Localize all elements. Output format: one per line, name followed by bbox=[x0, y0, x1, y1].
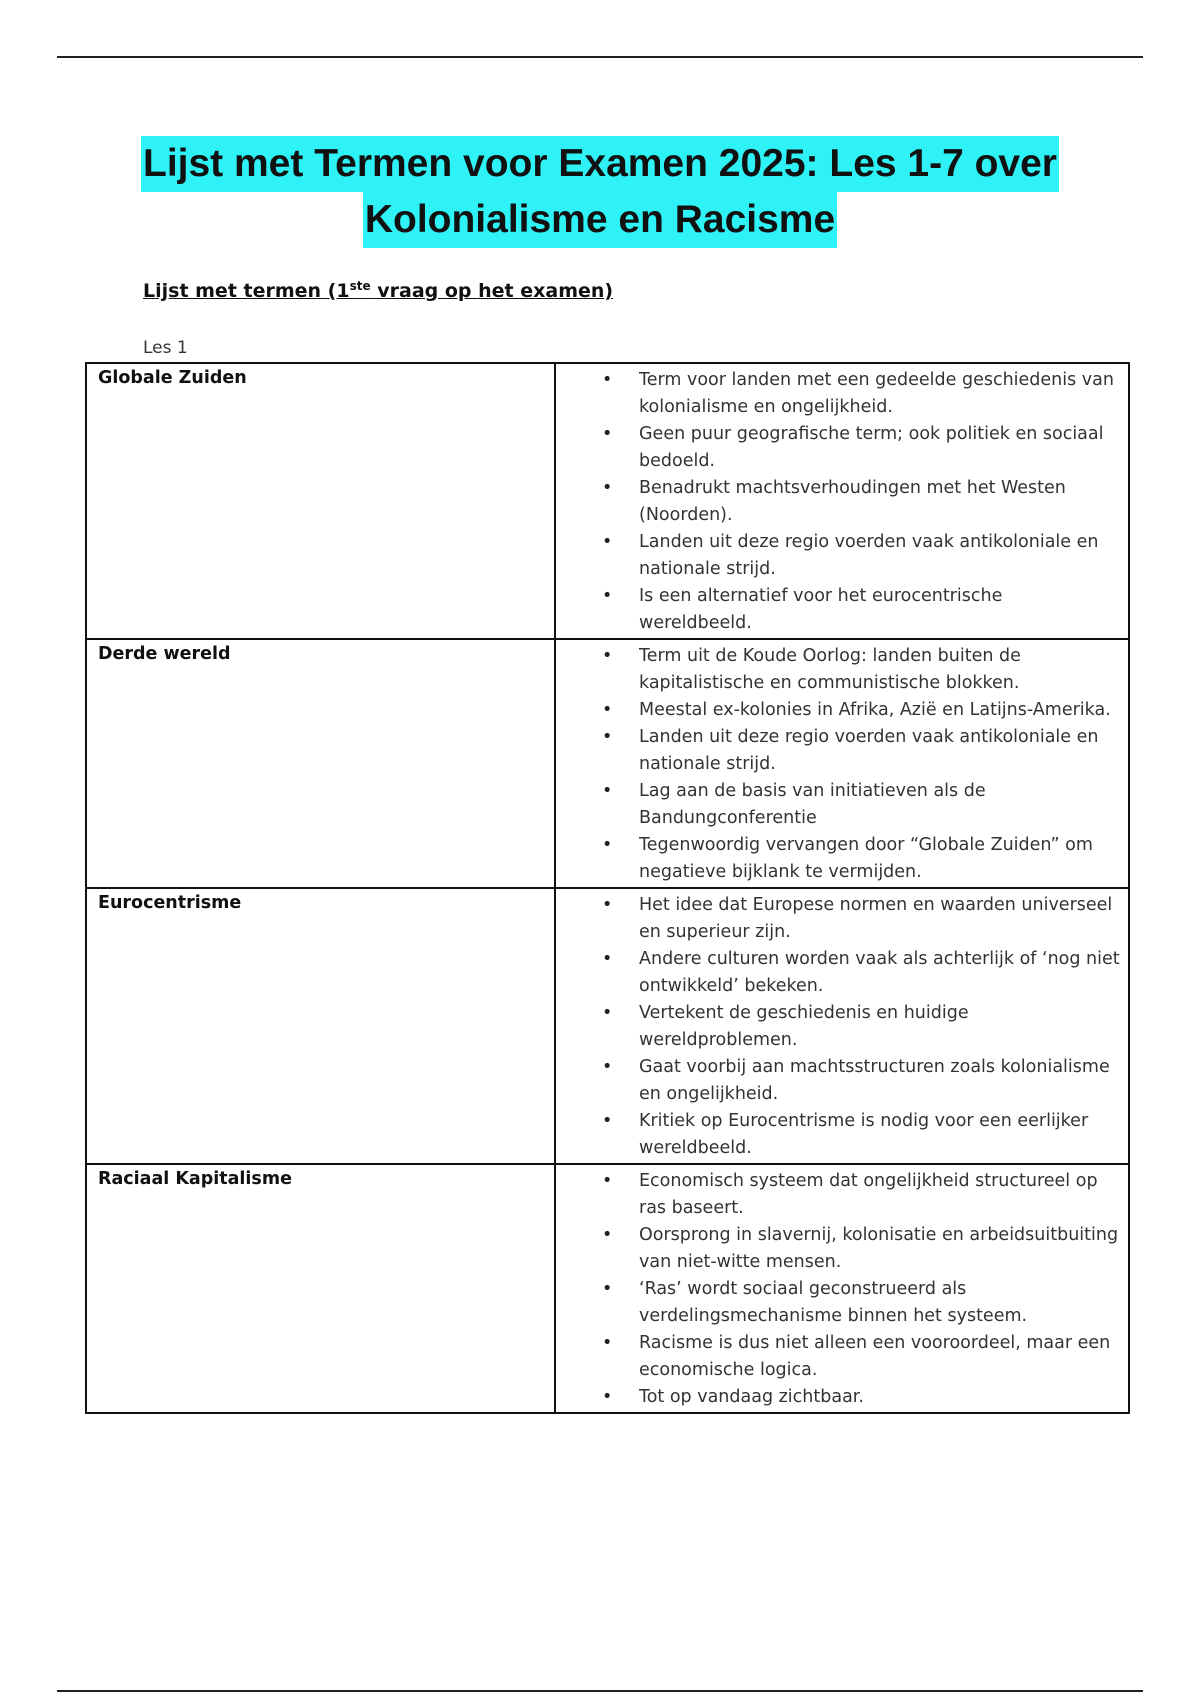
table-row bbox=[86, 363, 1129, 639]
lesson-label: Les 1 bbox=[143, 338, 188, 358]
list-item: • ‘Ras’ wordt sociaal geconstrueerd als verdelingsmechanisme binnen het systeem. bbox=[556, 1276, 1120, 1330]
subheading-superscript: ste bbox=[349, 279, 371, 293]
list-item: • Lag aan de basis van initiatieven als de Bandungconferentie bbox=[556, 778, 1120, 832]
subheading-prefix: Lijst met termen (1 bbox=[143, 280, 350, 302]
list-item: • Gaat voorbij aan machtsstructuren zoals kolonialisme en ongelijkheid. bbox=[556, 1054, 1120, 1108]
table-row bbox=[86, 639, 1129, 888]
terms-table bbox=[85, 362, 1130, 1414]
list-item: • Is een alternatief voor het eurocentrische wereldbeeld. bbox=[556, 583, 1120, 637]
section-subheading bbox=[143, 280, 613, 302]
term-cell: Eurocentrisme bbox=[86, 888, 555, 1164]
table-row bbox=[86, 1164, 1129, 1413]
definition-list bbox=[556, 643, 1120, 886]
definition-cell bbox=[555, 363, 1129, 639]
definition-cell bbox=[555, 888, 1129, 1164]
list-item: • Racisme is dus niet alleen een vooroordeel, maar een economische logica. bbox=[556, 1330, 1120, 1384]
page-bottom-rule bbox=[57, 1690, 1143, 1692]
list-item: • Kritiek op Eurocentrisme is nodig voor een eerlijker wereldbeeld. bbox=[556, 1108, 1120, 1162]
list-item: • Vertekent de geschiedenis en huidige wereldproblemen. bbox=[556, 1000, 1120, 1054]
list-item: • Tegenwoordig vervangen door “Globale Zuiden” om negatieve bijklank te vermijden. bbox=[556, 832, 1120, 886]
list-item: • Landen uit deze regio voerden vaak antikoloniale en nationale strijd. bbox=[556, 724, 1120, 778]
title-line-1: Lijst met Termen voor Examen 2025: Les 1-7 over bbox=[141, 136, 1059, 192]
subheading-suffix: vraag op het examen) bbox=[370, 280, 614, 302]
list-item: • Term voor landen met een gedeelde geschiedenis van kolonialisme en ongelijkheid. bbox=[556, 367, 1120, 421]
list-item: • Oorsprong in slavernij, kolonisatie en arbeidsuitbuiting van niet-witte mensen. bbox=[556, 1222, 1120, 1276]
term-cell: Globale Zuiden bbox=[86, 363, 555, 639]
definition-list bbox=[556, 1168, 1120, 1411]
definition-cell bbox=[555, 639, 1129, 888]
list-item: • Het idee dat Europese normen en waarden universeel en superieur zijn. bbox=[556, 892, 1120, 946]
definition-list bbox=[556, 367, 1120, 637]
list-item: • Andere culturen worden vaak als achterlijk of ‘nog niet ontwikkeld’ bekeken. bbox=[556, 946, 1120, 1000]
list-item: • Economisch systeem dat ongelijkheid structureel op ras baseert. bbox=[556, 1168, 1120, 1222]
term-cell: Raciaal Kapitalisme bbox=[86, 1164, 555, 1413]
title-line-2: Kolonialisme en Racisme bbox=[363, 192, 837, 248]
list-item: • Geen puur geografische term; ook politiek en sociaal bedoeld. bbox=[556, 421, 1120, 475]
list-item: • Term uit de Koude Oorlog: landen buiten de kapitalistische en communistische blokken. bbox=[556, 643, 1120, 697]
list-item: • Landen uit deze regio voerden vaak antikoloniale en nationale strijd. bbox=[556, 529, 1120, 583]
document-title bbox=[0, 136, 1200, 248]
list-item: • Meestal ex-kolonies in Afrika, Azië en Latijns-Amerika. bbox=[556, 697, 1120, 724]
table-row bbox=[86, 888, 1129, 1164]
definition-cell bbox=[555, 1164, 1129, 1413]
page-top-rule bbox=[57, 56, 1143, 58]
list-item: • Tot op vandaag zichtbaar. bbox=[556, 1384, 1120, 1411]
definition-list bbox=[556, 892, 1120, 1162]
term-cell: Derde wereld bbox=[86, 639, 555, 888]
list-item: • Benadrukt machtsverhoudingen met het Westen (Noorden). bbox=[556, 475, 1120, 529]
